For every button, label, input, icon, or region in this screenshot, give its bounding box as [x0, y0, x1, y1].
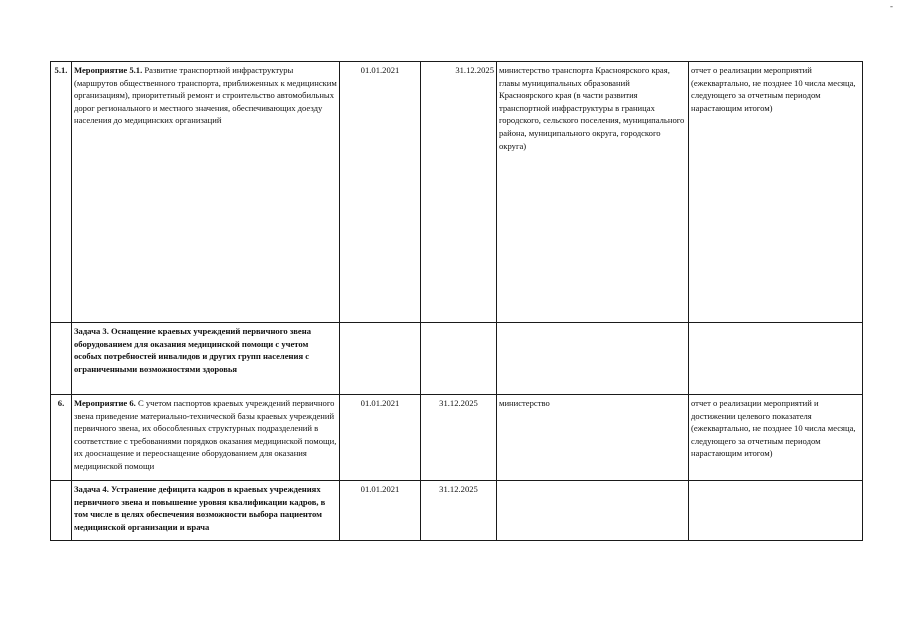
end-date: 31.12.2025: [421, 395, 497, 481]
start-date: 01.01.2021: [340, 481, 421, 541]
measures-table: [50, 61, 863, 541]
table-row: [51, 62, 863, 323]
table-row: [51, 323, 863, 395]
responsible-cell: [497, 323, 689, 395]
end-date: 31.12.2025: [421, 62, 497, 323]
measure-text: Развитие транспортной инфраструктуры (маршрутов общественного транспорта, приближенных к медицинским организациям), приоритетный ремонт и строительство автомобильных дорог регионального и местного значения, обеспечивающих доезду населения до медицинских организаций: [74, 65, 337, 126]
responsible-cell: [497, 481, 689, 541]
table-row: [51, 395, 863, 481]
result-cell: отчет о реализации мероприятий (ежеквартально, не позднее 10 числа месяца, следующего за отчетным периодом нарастающим итогом): [689, 62, 863, 323]
row-number: 6.: [51, 395, 72, 481]
measure-text: С учетом паспортов краевых учреждений первичного звена приведение материально-технической базы краевых учреждений первичного звена, их обособленных структурных подразделений в соответствие с требованиями порядков оказания медицинской помощи, их дооснащение и переоснащение оборудованием для оказания медицинской помощи: [74, 398, 337, 471]
measure-cell: [72, 395, 340, 481]
task-lead: Задача 3.: [74, 326, 109, 336]
task-cell: [72, 481, 340, 541]
measure-cell: [72, 62, 340, 323]
responsible-cell: министерство: [497, 395, 689, 481]
result-cell: [689, 481, 863, 541]
task-text: Устранение дефицита кадров в краевых учреждениях первичного звена и повышение уровня квалификации кадров, в том числе в целях обеспечения возможности выбора пациентом медицинской организации и врача: [74, 484, 326, 532]
measure-lead: Мероприятие 5.1.: [74, 65, 143, 75]
start-date: [340, 323, 421, 395]
start-date: 01.01.2021: [340, 62, 421, 323]
task-cell: [72, 323, 340, 395]
row-number: [51, 323, 72, 395]
row-number: 5.1.: [51, 62, 72, 323]
responsible-cell: министерство транспорта Красноярского края, главы муниципальных образований Красноярского края (в части развития транспортной инфраструктуры в границах городского, сельского поселения, муниципального района, муниципального округа, городского округа): [497, 62, 689, 323]
task-text: Оснащение краевых учреждений первичного звена оборудованием для оказания медицинской помощи с учетом особых потребностей инвалидов и других групп населения с ограниченными возможностями здоровья: [74, 326, 312, 374]
end-date: [421, 323, 497, 395]
result-cell: [689, 323, 863, 395]
row-number: [51, 481, 72, 541]
corner-mark: -: [890, 1, 893, 11]
result-cell: отчет о реализации мероприятий и достижении целевого показателя (ежеквартально, не позднее 10 числа месяца, следующего за отчетным периодом нарастающим итогом): [689, 395, 863, 481]
start-date: 01.01.2021: [340, 395, 421, 481]
end-date: 31.12.2025: [421, 481, 497, 541]
table-row: [51, 481, 863, 541]
measure-lead: Мероприятие 6.: [74, 398, 136, 408]
task-lead: Задача 4.: [74, 484, 109, 494]
